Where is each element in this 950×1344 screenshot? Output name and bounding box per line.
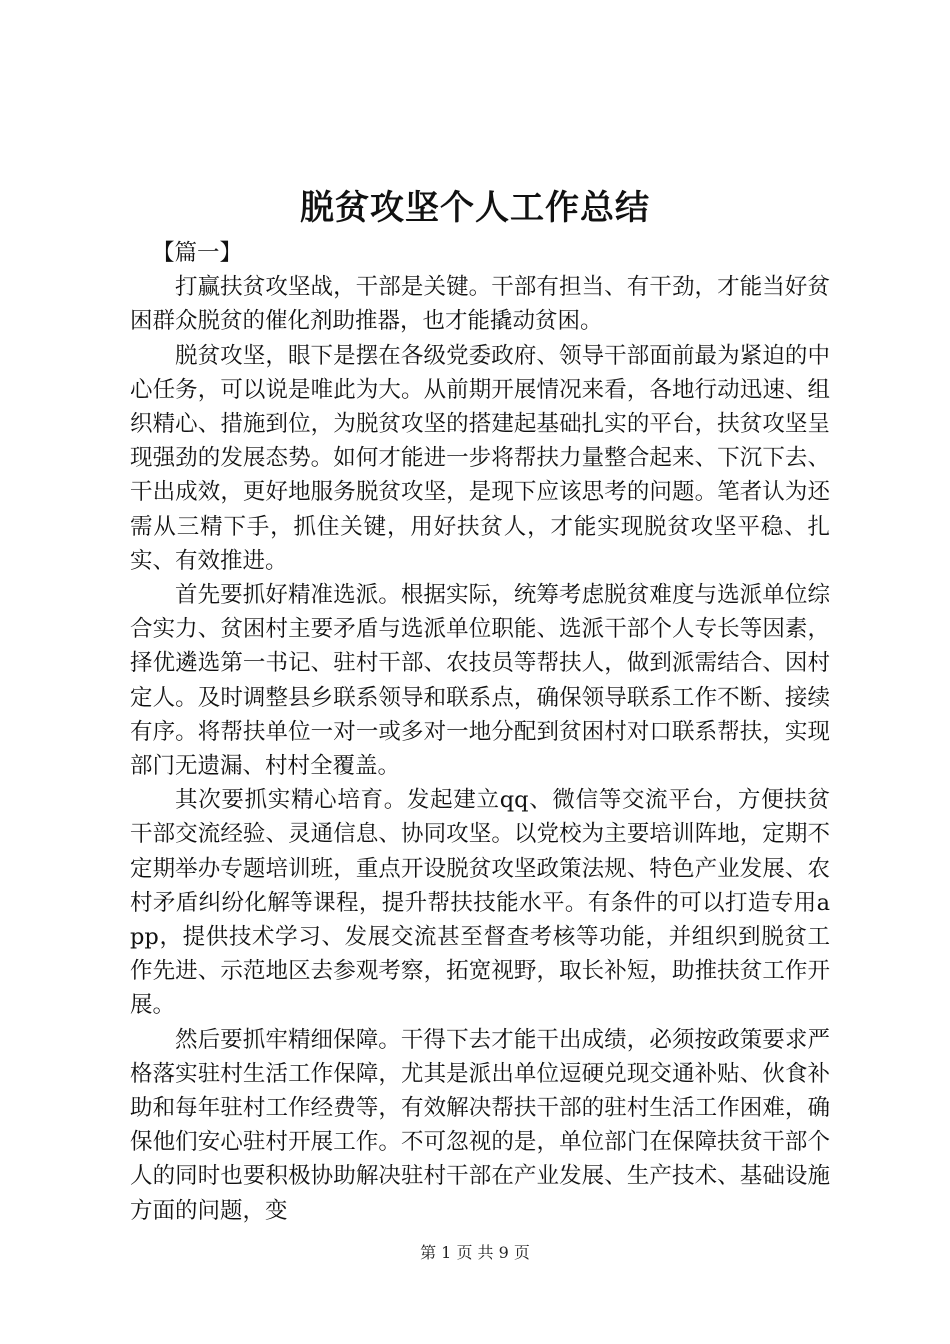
paragraph-1: 打赢扶贫攻坚战，干部是关键。干部有担当、有干劲，才能当好贫困群众脱贫的催化剂助推器，也才能撬动贫困。	[130, 274, 830, 335]
section-label: 【篇一】	[152, 240, 243, 266]
paragraph-3: 首先要抓好精准选派。根据实际，统筹考虑脱贫难度与选派单位综合实力、贫困村主要矛盾与选派单位职能、选派干部个人专长等因素，择优遴选第一书记、驻村干部、农技员等帮扶人，做到派需结合、因村定人。及时调整县乡联系领导和联系点，确保领导联系工作不断、接续有序。将帮扶单位一对一或多对一地分配到贫困村对口联系帮扶，实现部门无遗漏、村村全覆盖。	[130, 582, 830, 780]
document-title: 脱贫攻坚个人工作总结	[300, 188, 650, 228]
paragraph-2: 脱贫攻坚，眼下是摆在各级党委政府、领导干部面前最为紧迫的中心任务，可以说是唯此为大。从前期开展情况来看，各地行动迅速、组织精心、措施到位，为脱贫攻坚的搭建起基础扎实的平台，扶贫攻坚呈现强劲的发展态势。如何才能进一步将帮扶力量整合起来、下沉下去、干出成效，更好地服务脱贫攻坚，是现下应该思考的问题。笔者认为还需从三精下手，抓住关键，用好扶贫人，才能实现脱贫攻坚平稳、扎实、有效推进。	[130, 342, 830, 574]
page-footer: 第 1 页 共 9 页	[420, 1243, 530, 1262]
paragraph-5: 然后要抓牢精细保障。干得下去才能干出成绩，必须按政策要求严格落实驻村生活工作保障，尤其是派出单位逗硬兑现交通补贴、伙食补助和每年驻村工作经费等，有效解决帮扶干部的驻村生活工作困难，确保他们安心驻村开展工作。不可忽视的是，单位部门在保障扶贫干部个人的同时也要积极协助解决驻村干部在产业发展、生产技术、基础设施方面的问题，变	[130, 1026, 830, 1224]
document-body	[130, 236, 830, 1228]
paragraph-4: 其次要抓实精心培育。发起建立qq、微信等交流平台，方便扶贫干部交流经验、灵通信息、协同攻坚。以党校为主要培训阵地，定期不定期举办专题培训班，重点开设脱贫攻坚政策法规、特色产业发展、农村矛盾纠纷化解等课程，提升帮扶技能水平。有条件的可以打造专用app，提供技术学习、发展交流甚至督查考核等功能，并组织到脱贫工作先进、示范地区去参观考察，拓宽视野，取长补短，助推扶贫工作开展。	[130, 787, 830, 1019]
